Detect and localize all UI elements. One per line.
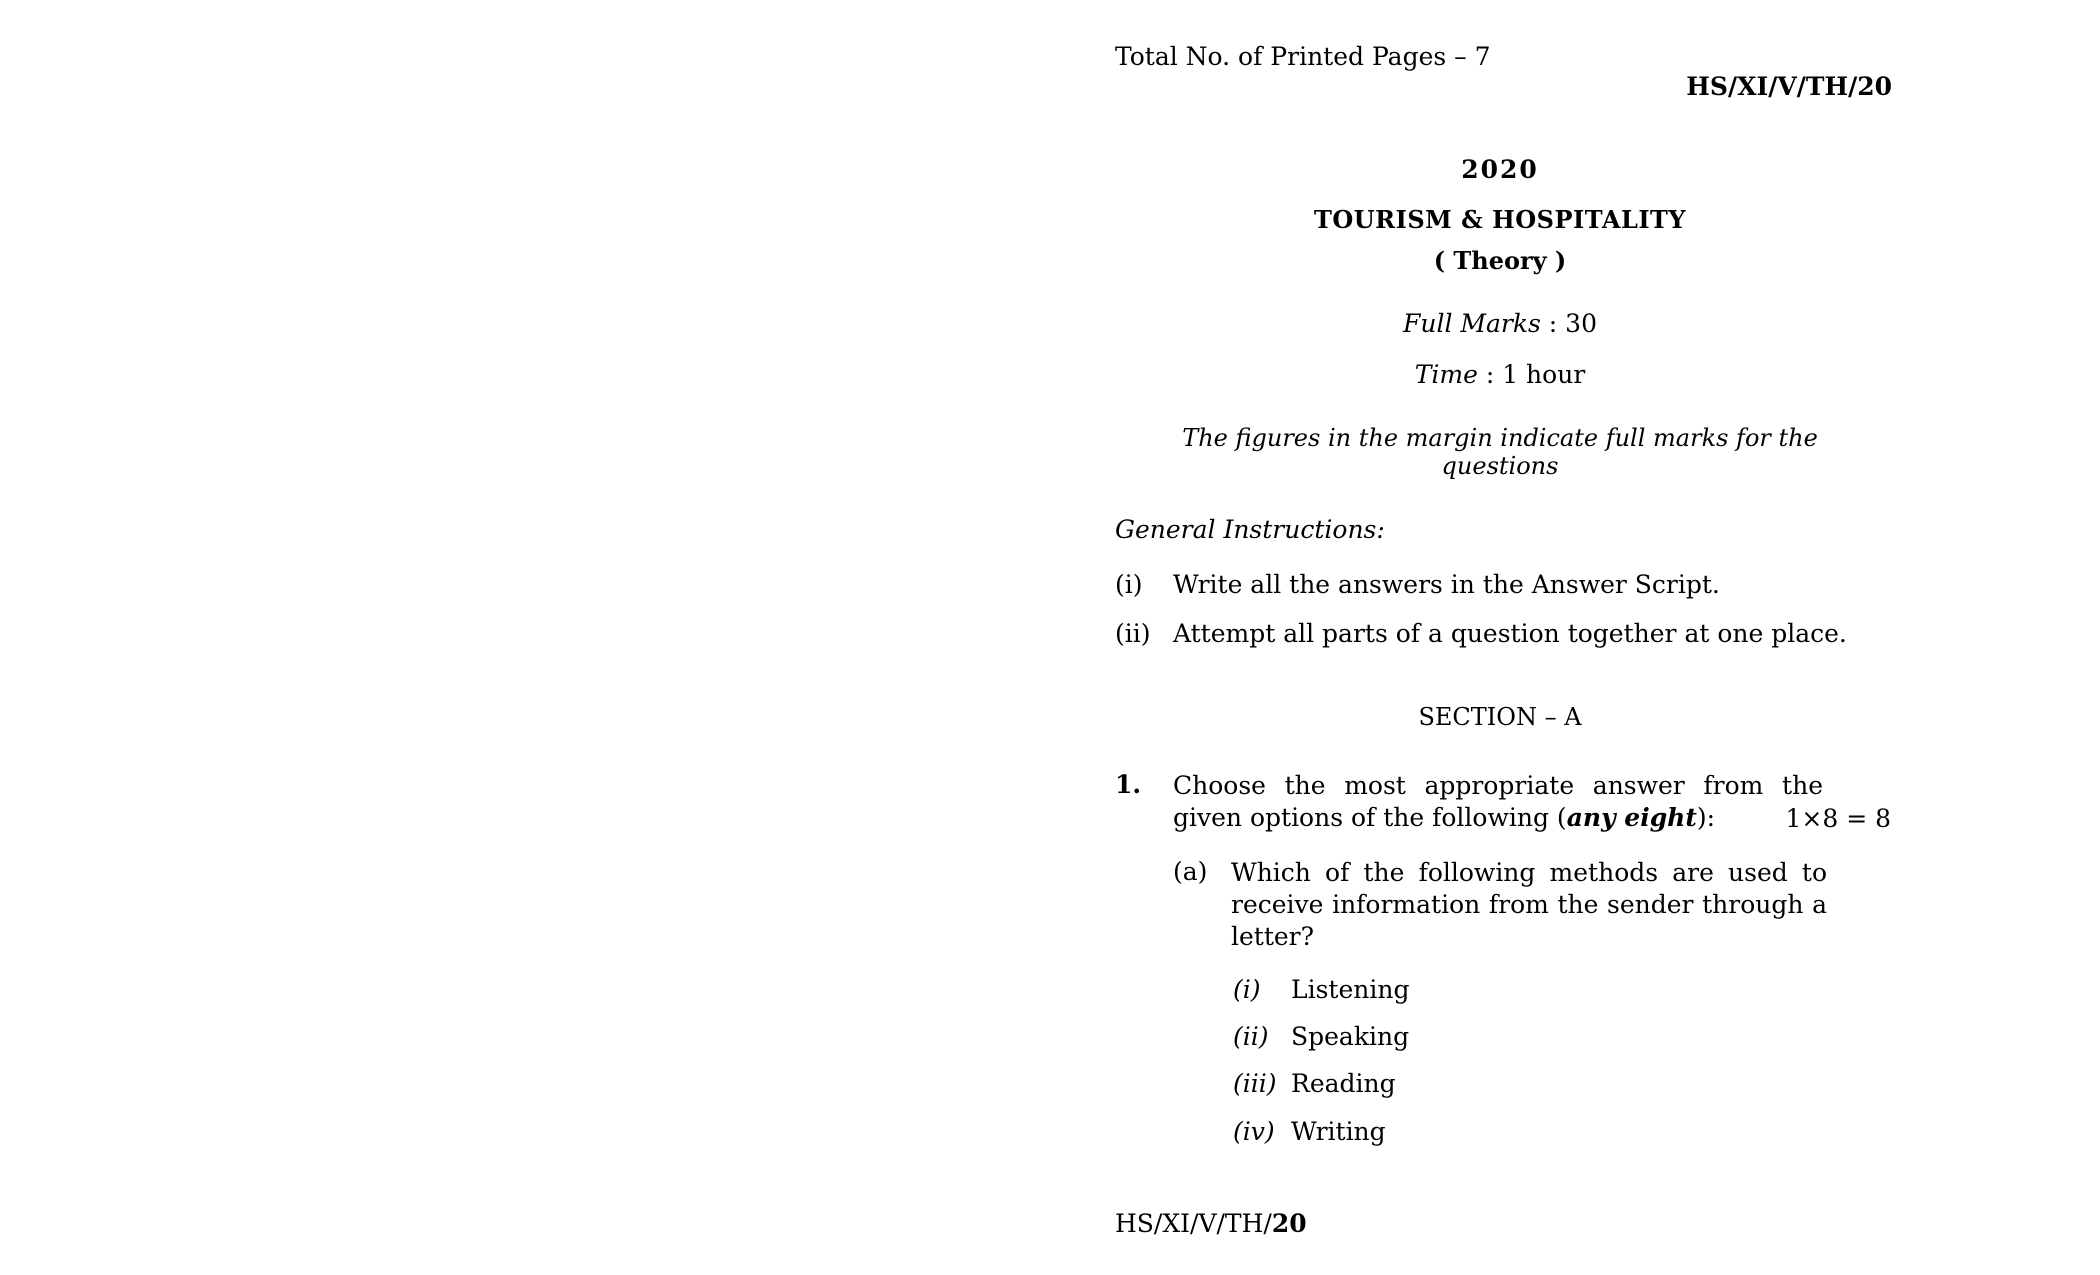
option-number: (i)	[1233, 975, 1261, 1004]
paper-code-header: HS/XI/V/TH/20	[1686, 72, 1892, 101]
footer-code-prefix: HS/XI/V/TH/	[1115, 1209, 1272, 1238]
question-text-end: ):	[1696, 803, 1716, 832]
question-text	[1173, 770, 1823, 834]
instruction-text: Write all the answers in the Answer Script.	[1173, 570, 1720, 599]
option-text: Listening	[1291, 975, 1410, 1004]
subject-title: TOURISM & HOSPITALITY	[1313, 205, 1687, 234]
full-marks-value: : 30	[1540, 309, 1597, 338]
option-text: Writing	[1291, 1117, 1386, 1146]
full-marks	[1115, 309, 1885, 338]
option-number: (ii)	[1233, 1022, 1269, 1051]
option-number: (iv)	[1233, 1117, 1275, 1146]
section-title: SECTION – A	[1418, 703, 1582, 731]
option-text: Reading	[1291, 1069, 1396, 1098]
option-number: (iii)	[1233, 1069, 1277, 1098]
exam-time	[1115, 360, 1885, 389]
total-pages-text: Total No. of Printed Pages – 7	[1115, 42, 1491, 71]
instruction-number: (i)	[1115, 570, 1143, 599]
time-label: Time	[1414, 360, 1478, 389]
sub-question-text: Which of the following methods are used to receive information from the sender through a letter?	[1231, 858, 1827, 951]
question-number: 1.	[1115, 770, 1142, 799]
question-marks: 1×8 = 8	[1785, 804, 1891, 833]
sub-question-number: (a)	[1173, 857, 1208, 886]
question-emphasis: any eight	[1566, 803, 1697, 832]
paper-type: ( Theory )	[1433, 246, 1567, 275]
instruction-number: (ii)	[1115, 619, 1151, 648]
general-instructions-heading: General Instructions:	[1115, 515, 1385, 544]
exam-page	[1115, 0, 1895, 1275]
footer-page-number: 20	[1271, 1209, 1307, 1238]
question-text-start: Choose the most appropriate answer from the given options of the following (	[1173, 771, 1823, 832]
full-marks-label: Full Marks	[1403, 309, 1541, 338]
time-value: : 1 hour	[1477, 360, 1586, 389]
margin-note: The figures in the margin indicate full marks for the questions	[1182, 424, 1818, 480]
instruction-text: Attempt all parts of a question together at one place.	[1173, 619, 1847, 648]
exam-year: 2020	[1461, 155, 1539, 184]
footer-paper-code	[1115, 1209, 1307, 1238]
option-text: Speaking	[1291, 1022, 1410, 1051]
